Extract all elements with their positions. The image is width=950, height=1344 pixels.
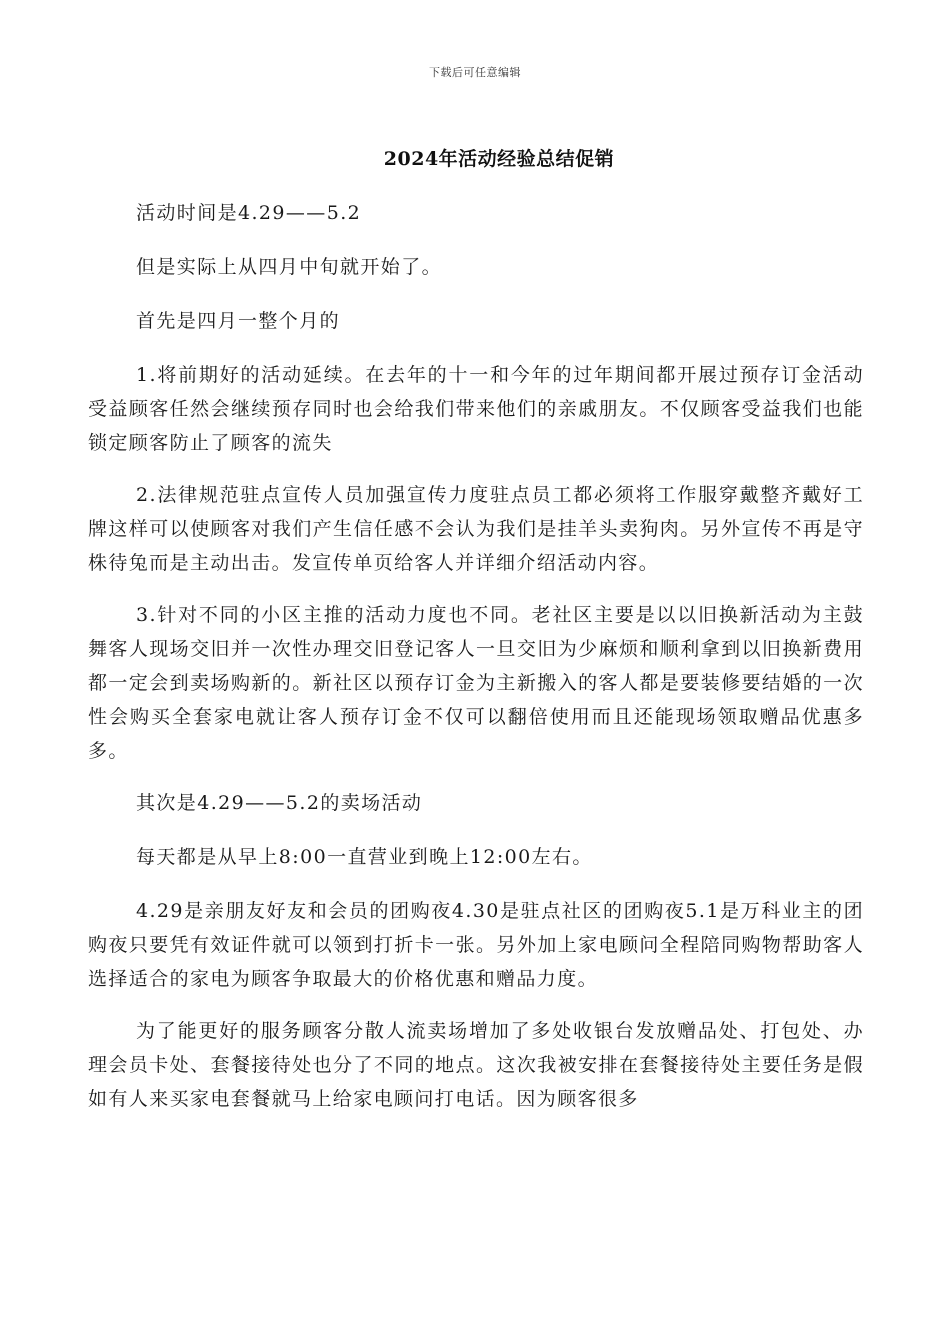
- paragraph-activity-time: 活动时间是4.29——5.2: [136, 202, 362, 224]
- paragraph-point-2: 2.法律规范驻点宣传人员加强宣传力度驻点员工都必须将工作服穿戴整齐戴好工牌这样可以使顾客对我们产生信任感不会认为我们是挂羊头卖狗肉。另外宣传不再是守株待兔而是主动出击。发宣传单页给客人并详细介绍活动内容。: [88, 484, 864, 574]
- paragraph-service-arrangement: 为了能更好的服务顾客分散人流卖场增加了多处收银台发放赠品处、打包处、办理会员卡处、套餐接待处也分了不同的地点。这次我被安排在套餐接待处主要任务是假如有人来买家电套餐就马上给家电顾问打电话。因为顾客很多: [88, 1020, 864, 1110]
- paragraph-store-activity-intro: 其次是4.29——5.2的卖场活动: [136, 792, 423, 814]
- document-body: [88, 196, 864, 1134]
- paragraph-april-intro: 首先是四月一整个月的: [136, 310, 341, 332]
- paragraph-group-purchase-nights: 4.29是亲朋友好友和会员的团购夜4.30是驻点社区的团购夜5.1是万科业主的团购夜只要凭有效证件就可以领到打折卡一张。另外加上家电顾问全程陪同购物帮助客人选择适合的家电为顾客争取最大的价格优惠和赠品力度。: [88, 900, 864, 990]
- paragraph-point-3: 3.针对不同的小区主推的活动力度也不同。老社区主要是以以旧换新活动为主鼓舞客人现场交旧并一次性办理交旧登记客人一旦交旧为少麻烦和顺利拿到以旧换新费用都一定会到卖场购新的。新社区以预存订金为主新搬入的客人都是要装修要结婚的一次性会购买全套家电就让客人预存订金不仅可以翻倍使用而且还能现场领取赠品优惠多多。: [88, 604, 864, 762]
- paragraph-actual-start: 但是实际上从四月中旬就开始了。: [136, 256, 443, 278]
- paragraph-business-hours: 每天都是从早上8:00一直营业到晚上12:00左右。: [136, 846, 593, 868]
- paragraph-point-1: 1.将前期好的活动延续。在去年的十一和今年的过年期间都开展过预存订金活动受益顾客任然会继续预存同时也会给我们带来他们的亲戚朋友。不仅顾客受益我们也能锁定顾客防止了顾客的流失: [88, 364, 864, 454]
- document-title: 2024年活动经验总结促销: [383, 148, 615, 170]
- header-note: 下载后可任意编辑: [429, 66, 521, 79]
